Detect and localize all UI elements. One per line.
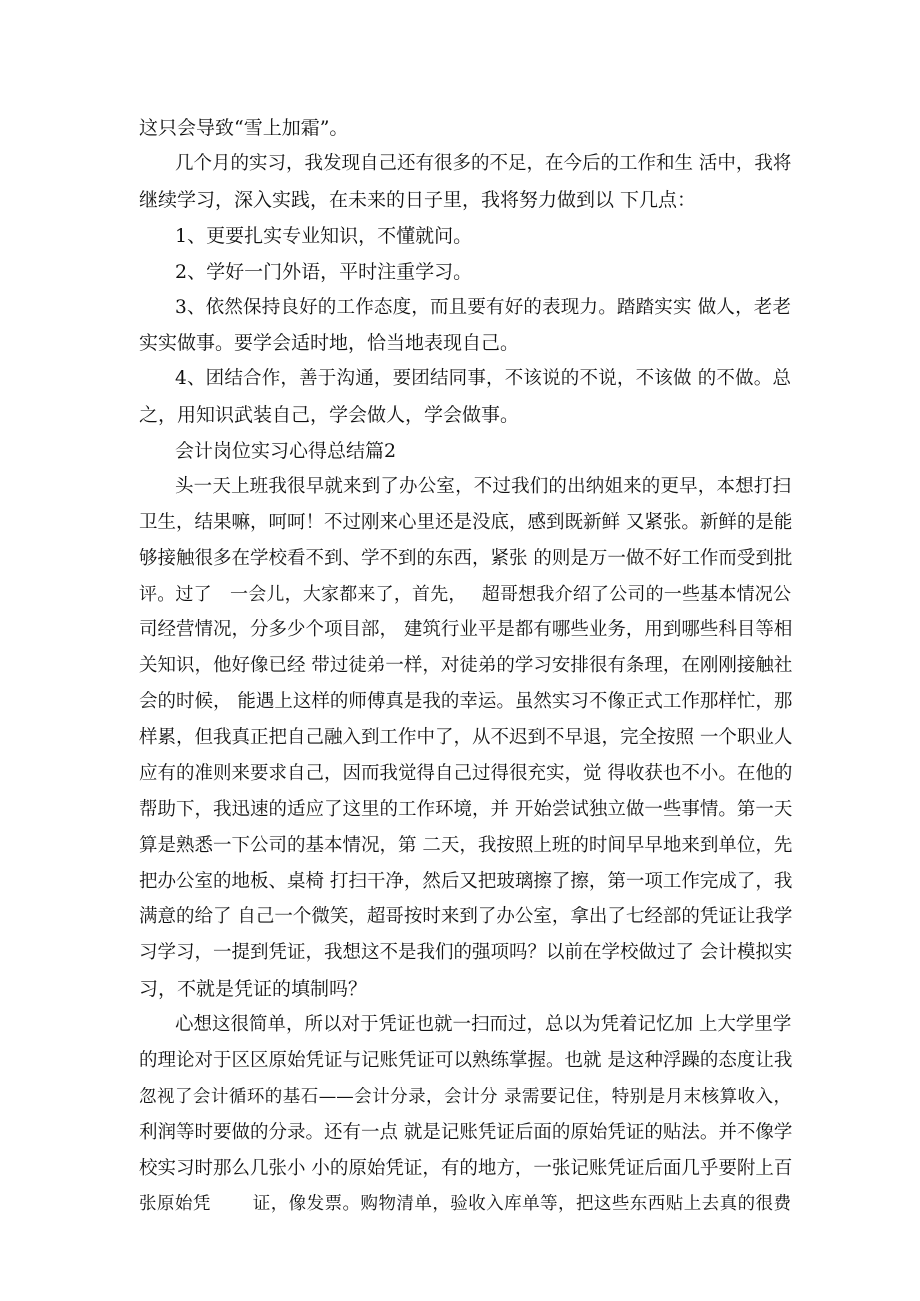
text-line: 司经营情况，分多少个项目部， 建筑行业平是都有哪些业务，用到哪些科目等相 bbox=[139, 619, 793, 640]
text-line: 几个月的实习，我发现自己还有很多的不足，在今后的工作和生 活中，我将 bbox=[175, 153, 792, 174]
list-item: 4、团结合作，善于沟通，要团结同事，不该说的不说，不该做 的不做。总 bbox=[175, 368, 791, 389]
text-line: 这只会导致“雪上加霜”。 bbox=[139, 117, 349, 139]
text-line: 之，用知识武装自己，学会做人，学会做事。 bbox=[139, 404, 520, 426]
section-heading: 会计岗位实习心得总结篇2 bbox=[175, 440, 397, 462]
text-line: 应有的准则来要求自己，因而我觉得自己过得很充实，觉 得收获也不小。在他的 bbox=[139, 763, 793, 784]
text-line: 把办公室的地板、桌椅 打扫干净，然后又把玻璃擦了擦，第一项工作完成了，我 bbox=[139, 871, 793, 892]
text-line: 利润等时要做的分录。还有一点 就是记账凭证后面的原始凭证的贴法。并不像学 bbox=[139, 1122, 793, 1143]
list-item: 1、更要扎实专业知识，不懂就问。 bbox=[175, 225, 473, 247]
text-line: 卫生，结果嘛，呵呵！不过刚来心里还是没底，感到既新鲜 又紧张。新鲜的是能 bbox=[139, 512, 793, 533]
text-line: 校实习时那么几张小 小的原始凭证，有的地方，一张记账凭证后面几乎要附上百 bbox=[139, 1158, 793, 1179]
text-line: 算是熟悉一下公司的基本情况，第 二天，我按照上班的时间早早地来到单位，先 bbox=[139, 835, 793, 856]
list-item: 2、学好一门外语，平时注重学习。 bbox=[175, 261, 473, 283]
text-line: 继续学习，深入实践，在未来的日子里，我将努力做到以 下几点： bbox=[139, 189, 697, 211]
text-line: 心想这很简单，所以对于凭证也就一扫而过，总以为凭着记忆加 上大学里学 bbox=[175, 1014, 792, 1035]
text-line: 样累，但我真正把自己融入到工作中了，从不迟到不早退，完全按照 一个职业人 bbox=[139, 727, 793, 748]
text-line: 关知识，他好像已经 带过徒弟一样，对徒弟的学习安排很有条理，在刚刚接触社 bbox=[139, 655, 793, 676]
list-item: 3、依然保持良好的工作态度，而且要有好的表现力。踏踏实实 做人，老老 bbox=[175, 297, 791, 318]
text-line: 习，不就是凭证的填制吗？ bbox=[139, 978, 368, 1000]
text-line: 够接触很多在学校看不到、学不到的东西，紧张 的则是万一做不好工作而受到批 bbox=[139, 548, 793, 569]
text-line: 的理论对于区区原始凭证与记账凭证可以熟练掌握。也就 是这种浮躁的态度让我 bbox=[139, 1050, 793, 1071]
text-line: 帮助下，我迅速的适应了这里的工作环境，并 开始尝试独立做一些事情。第一天 bbox=[139, 799, 793, 820]
text-line: 评。过了 一会儿，大家都来了，首先， 超哥想我介绍了公司的一些基本情况公 bbox=[139, 584, 791, 605]
text-line: 会的时候， 能遇上这样的师傅真是我的幸运。虽然实习不像正式工作那样忙，那 bbox=[139, 691, 793, 712]
text-line: 忽视了会计循环的基石——会计分录，会计分 录需要记住，特别是月末核算收入， bbox=[139, 1087, 791, 1107]
text-line: 张原始凭 证，像发票。购物清单，验收入库单等，把这些东西贴上去真的很费 bbox=[139, 1194, 791, 1214]
text-line: 实实做事。要学会适时地，恰当地表现自己。 bbox=[139, 332, 520, 354]
text-line: 头一天上班我很早就来到了办公室，不过我们的出纳姐来的更早，本想打扫 bbox=[175, 476, 791, 497]
text-line: 习学习，一提到凭证，我想这不是我们的强项吗？以前在学校做过了 会计模拟实 bbox=[139, 942, 793, 963]
text-line: 满意的给了 自己一个微笑，超哥按时来到了办公室，拿出了七经部的凭证让我学 bbox=[139, 906, 793, 927]
